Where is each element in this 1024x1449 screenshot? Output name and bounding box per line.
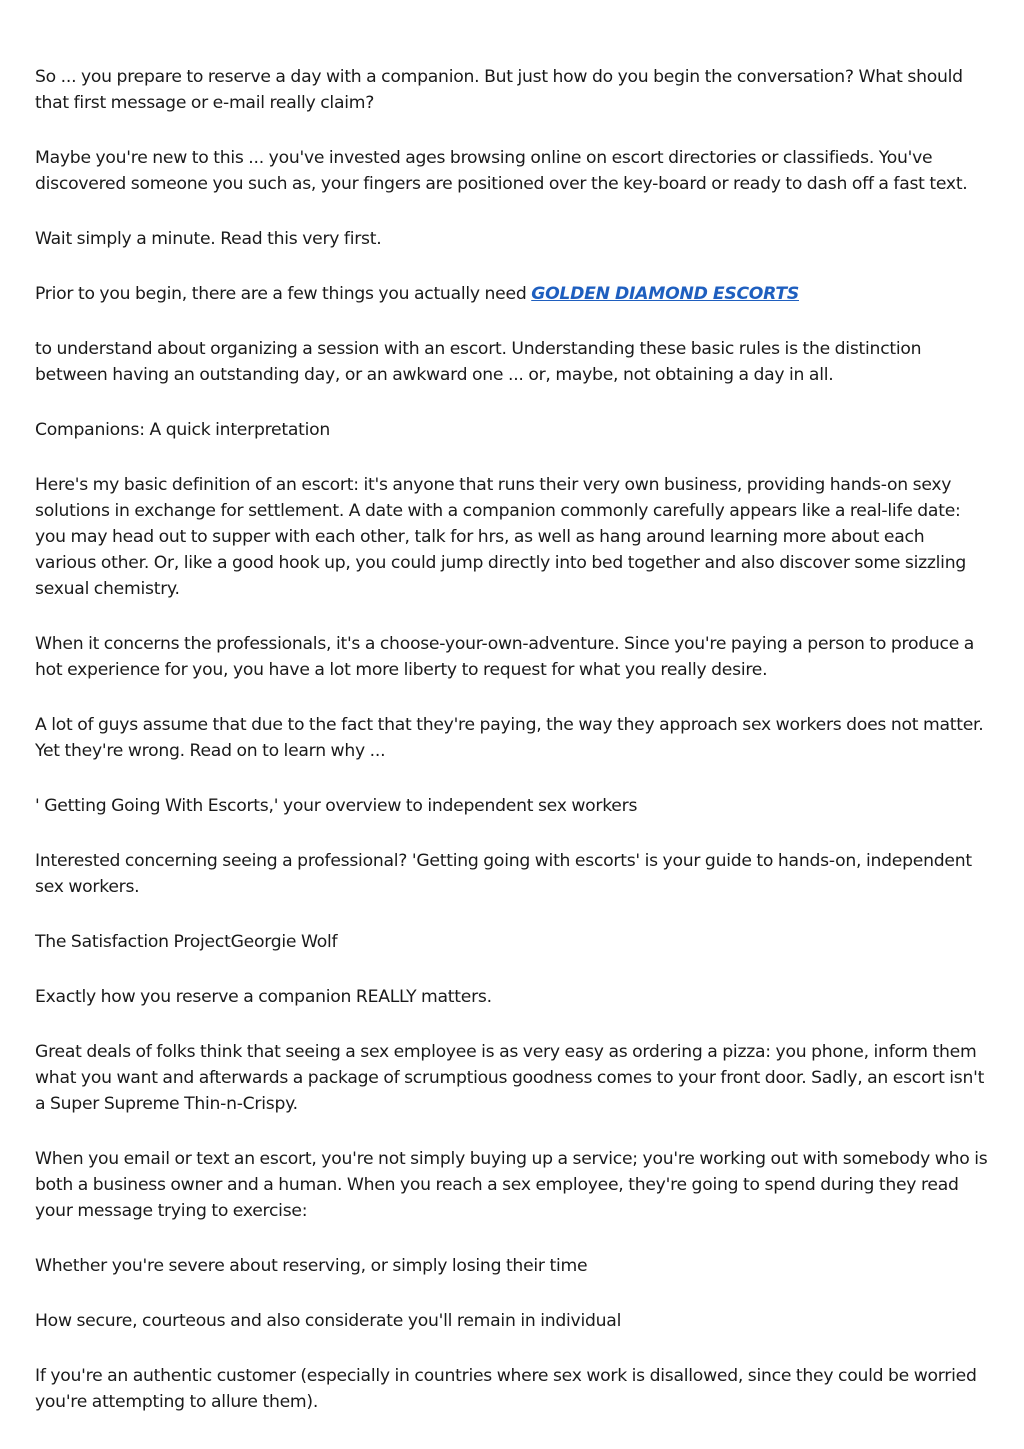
paragraph-email-text: When you email or text an escort, you're not simply buying up a service; you're working out with somebody who is both a business owner and a human. When you reach a sex employee, they're going to spend during they read your message trying to exercise: — [35, 1149, 988, 1221]
paragraph-secure: How secure, courteous and also considerate you'll remain in individual — [35, 1311, 622, 1331]
paragraph-new-to-this: Maybe you're new to this ... you've invested ages browsing online on escort directories or classifieds. You've discovered someone you such as, your fingers are positioned over the key-board or ready to dash off a fast text. — [35, 148, 968, 194]
paragraph-guys-assume: A lot of guys assume that due to the fact that they're paying, the way they approach sex workers does not matter. Yet they're wrong. Read on to learn why ... — [35, 715, 984, 761]
paragraph-understand: to understand about organizing a session with an escort. Understanding these basic rules is the distinction between having an outstanding day, or an awkward one ... or, maybe, not obtaining a day in all. — [35, 339, 922, 385]
paragraph-reserve-matters: Exactly how you reserve a companion REALLY matters. — [35, 987, 492, 1007]
paragraph-professionals: When it concerns the professionals, it's a choose-your-own-adventure. Since you're paying a person to produce a hot experience for you, you have a lot more liberty to request for what you really desire. — [35, 634, 975, 680]
paragraph-wait: Wait simply a minute. Read this very first. — [35, 229, 382, 249]
paragraph-pizza: Great deals of folks think that seeing a sex employee is as very easy as ordering a pizza: you phone, inform them what you want and afterwards a package of scrumptious goodness comes to your front door. Sadly, an escort isn't a Super Supreme Thin-n-Crispy. — [35, 1042, 985, 1114]
article-body — [35, 64, 990, 1444]
paragraph-prior-text: Prior to you begin, there are a few things you actually need — [35, 284, 532, 304]
paragraph-intro: So ... you prepare to reserve a day with a companion. But just how do you begin the conversation? What should that first message or e-mail really claim? — [35, 67, 963, 113]
paragraph-prior — [35, 281, 990, 307]
paragraph-definition: Here's my basic definition of an escort: it's anyone that runs their very own business, providing hands-on sexy solutions in exchange for settlement. A date with a companion commonly carefully appears like a real-life date: you may head out to supper with each other, talk for hrs, as well as hang around learning more about each various other. Or, like a good hook up, you could jump directly into bed together and also discover some sizzling sexual chemistry. — [35, 475, 966, 599]
paragraph-companions-heading: Companions: A quick interpretation — [35, 420, 331, 440]
paragraph-severe: Whether you're severe about reserving, or simply losing their time — [35, 1256, 588, 1276]
paragraph-getting-going: ' Getting Going With Escorts,' your overview to independent sex workers — [35, 796, 638, 816]
paragraph-authentic: If you're an authentic customer (especially in countries where sex work is disallowed, since they could be worried you're attempting to allure them). — [35, 1366, 977, 1412]
paragraph-satisfaction-project: The Satisfaction ProjectGeorgie Wolf — [35, 932, 338, 952]
golden-diamond-escorts-link[interactable]: GOLDEN DIAMOND ESCORTS — [531, 284, 799, 304]
paragraph-interested: Interested concerning seeing a professional? 'Getting going with escorts' is your guide to hands-on, independent sex workers. — [35, 851, 972, 897]
